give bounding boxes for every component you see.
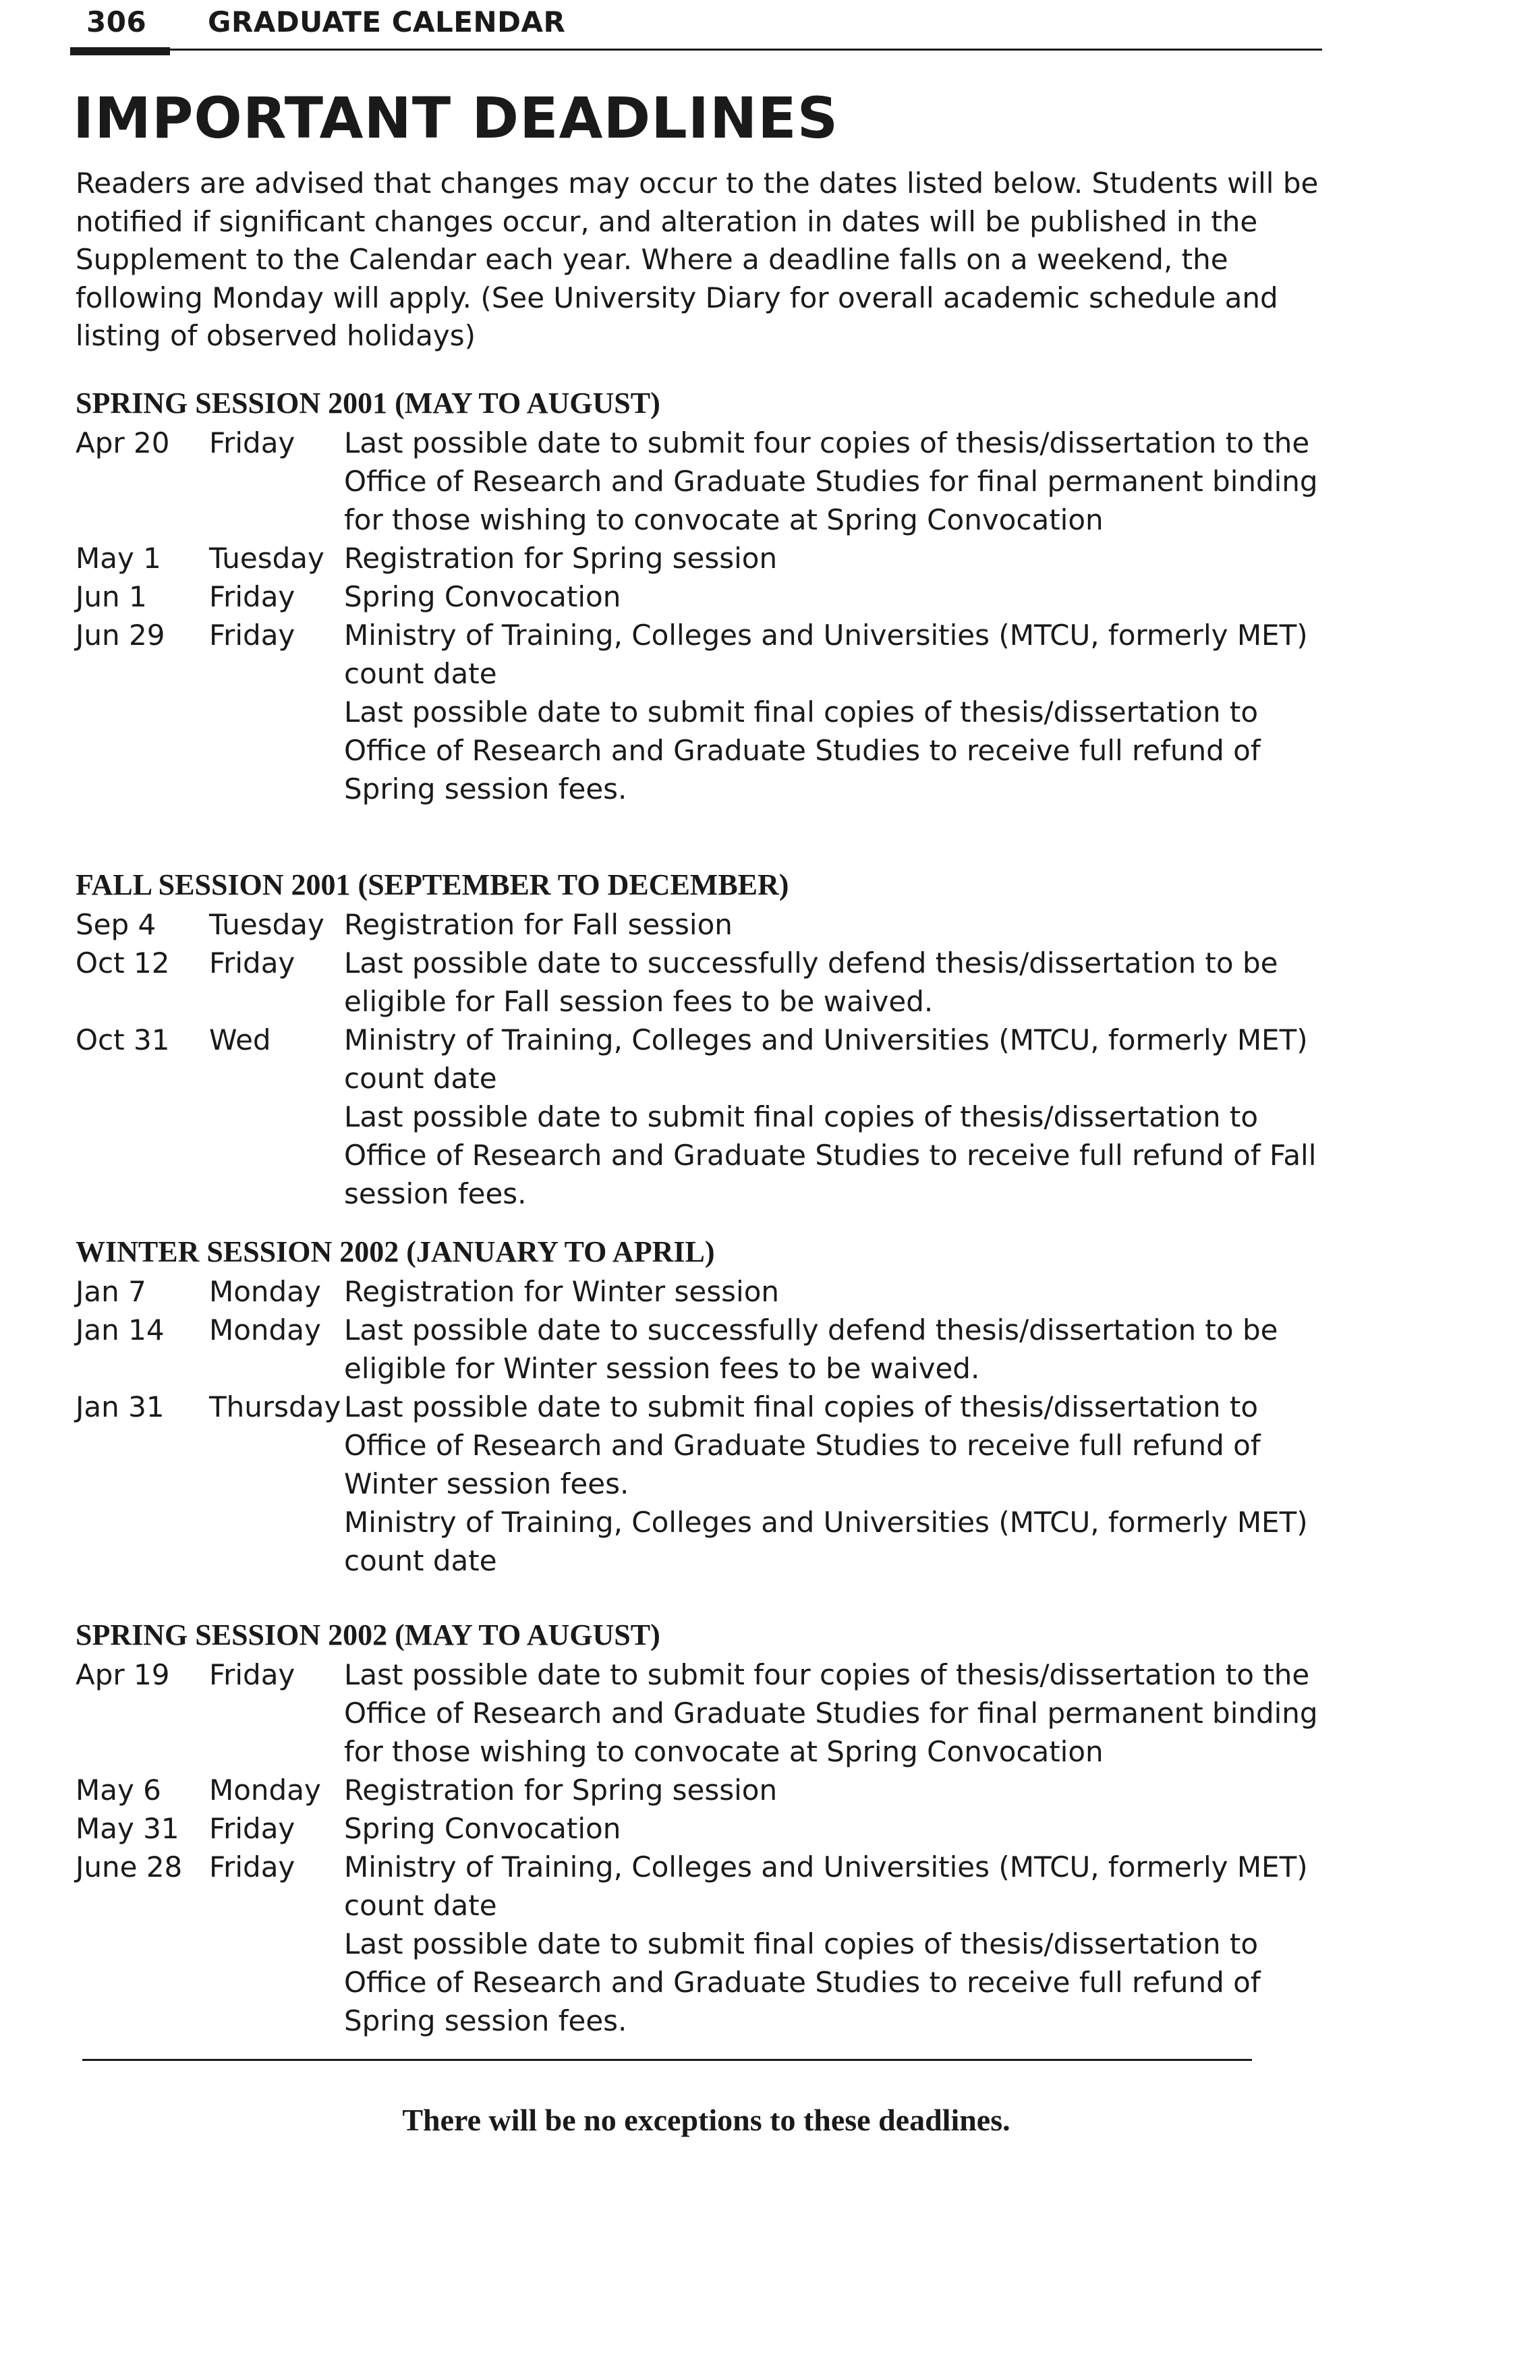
entry-date: May 1 [76, 542, 161, 575]
entry-description: Registration for Fall session [344, 908, 733, 941]
entry-day: Friday [209, 426, 295, 459]
entry-day: Wed [209, 1023, 271, 1056]
entry-day: Friday [209, 580, 295, 613]
entry-date: Jun 29 [76, 619, 165, 652]
entry-date: June 28 [76, 1850, 183, 1883]
entry-date: May 6 [76, 1774, 161, 1807]
running-head [86, 5, 565, 38]
entry-description: Spring Convocation [344, 1812, 621, 1845]
deadline-entry [76, 1388, 1344, 1580]
entry-description: Last possible date to successfully defend thesis/dissertation to be eligible for Winter session fees to be waived. [344, 1313, 1278, 1385]
deadline-entry [76, 616, 1344, 808]
header-rule [70, 49, 1322, 51]
intro-paragraph: Readers are advised that changes may occur to the dates listed below. Students will be notified if significant changes occur, and alteration in dates will be published in the Supplement to the Calendar each year. Where a deadline falls on a weekend, the following Monday will apply. (See University Diary for overall academic schedule and listing of observed holidays) [76, 167, 1319, 352]
entry-description: Last possible date to successfully defend thesis/dissertation to be eligible for Fall session fees to be waived. [344, 946, 1278, 1018]
session-fall-2001 [76, 865, 1344, 1213]
page-number: 306 [86, 5, 147, 38]
page-title: IMPORTANT DEADLINES [73, 85, 839, 151]
deadline-entry [76, 539, 1344, 577]
deadline-entry [76, 1848, 1344, 2040]
entry-description: Registration for Spring session [344, 1774, 778, 1807]
entry-description: Spring Convocation [344, 580, 621, 613]
entry-date: Oct 31 [76, 1023, 170, 1056]
session-heading: SPRING SESSION 2001 (MAY TO AUGUST) [76, 387, 660, 420]
deadline-entry [76, 424, 1344, 539]
entry-day: Friday [209, 1658, 295, 1691]
entry-description: Last possible date to submit final copies of thesis/dissertation to Office of Research and Graduate Studies to receive full refund of Spring session fees. [344, 1927, 1261, 2037]
entry-date: Jan 31 [76, 1390, 165, 1423]
entry-description: Ministry of Training, Colleges and Universities (MTCU, formerly MET) count date [344, 1850, 1308, 1922]
session-winter-2002 [76, 1232, 1344, 1580]
entry-description: Ministry of Training, Colleges and Universities (MTCU, formerly MET) count date [344, 1023, 1308, 1095]
session-heading: WINTER SESSION 2002 (JANUARY TO APRIL) [76, 1235, 715, 1268]
entry-description: Registration for Winter session [344, 1275, 780, 1308]
entry-day: Thursday [209, 1390, 341, 1423]
entry-date: Apr 20 [76, 426, 170, 459]
entry-date: Oct 12 [76, 946, 170, 980]
entry-description: Last possible date to submit final copies of thesis/dissertation to Office of Research and Graduate Studies to receive full refund of Fall session fees. [344, 1100, 1317, 1210]
entry-day: Friday [209, 1850, 295, 1883]
entry-date: Jan 14 [76, 1313, 165, 1347]
running-head-title: GRADUATE CALENDAR [208, 5, 566, 38]
footer-rule [82, 2059, 1252, 2061]
entry-day: Tuesday [209, 908, 324, 941]
deadline-entry [76, 1311, 1344, 1388]
entry-description: Registration for Spring session [344, 542, 778, 575]
session-spring-2002 [76, 1615, 1344, 2040]
entry-date: Apr 19 [76, 1658, 170, 1691]
deadline-entry [76, 1021, 1344, 1213]
entry-date: Sep 4 [76, 908, 156, 941]
entry-description: Ministry of Training, Colleges and Universities (MTCU, formerly MET) count date [344, 619, 1308, 690]
entry-day: Friday [209, 946, 295, 980]
entry-date: Jan 7 [76, 1275, 146, 1308]
deadline-entry [76, 1809, 1344, 1848]
entry-day: Monday [209, 1313, 321, 1347]
deadline-entry [76, 905, 1344, 944]
entry-day: Friday [209, 1812, 295, 1845]
session-spring-2001 [76, 383, 1344, 808]
entry-date: May 31 [76, 1812, 179, 1845]
entry-description: Last possible date to submit final copies of thesis/dissertation to Office of Research and Graduate Studies to receive full refund of Winter session fees. [344, 1390, 1261, 1500]
deadline-entry [76, 1655, 1344, 1771]
deadline-entry [76, 1771, 1344, 1809]
entry-day: Friday [209, 619, 295, 652]
entry-day: Tuesday [209, 542, 324, 575]
entry-description: Ministry of Training, Colleges and Universities (MTCU, formerly MET) count date [344, 1506, 1308, 1577]
entry-day: Monday [209, 1774, 321, 1807]
footer-note: There will be no exceptions to these deadlines. [402, 2103, 1010, 2137]
entry-description: Last possible date to submit four copies of thesis/dissertation to the Office of Research and Graduate Studies for final permanent binding for those wishing to convocate at Spring Convocation [344, 1658, 1318, 1768]
deadline-entry [76, 1272, 1344, 1311]
session-heading: SPRING SESSION 2002 (MAY TO AUGUST) [76, 1618, 660, 1651]
header-rule-accent [70, 47, 170, 55]
entry-description: Last possible date to submit final copies of thesis/dissertation to Office of Research and Graduate Studies to receive full refund of Spring session fees. [344, 696, 1261, 805]
entry-day: Monday [209, 1275, 321, 1308]
entry-description: Last possible date to submit four copies of thesis/dissertation to the Office of Research and Graduate Studies for final permanent binding for those wishing to convocate at Spring Convocation [344, 426, 1318, 536]
entry-date: Jun 1 [76, 580, 147, 613]
session-heading: FALL SESSION 2001 (SEPTEMBER TO DECEMBER) [76, 868, 789, 901]
deadline-entry [76, 944, 1344, 1021]
deadline-entry [76, 577, 1344, 616]
